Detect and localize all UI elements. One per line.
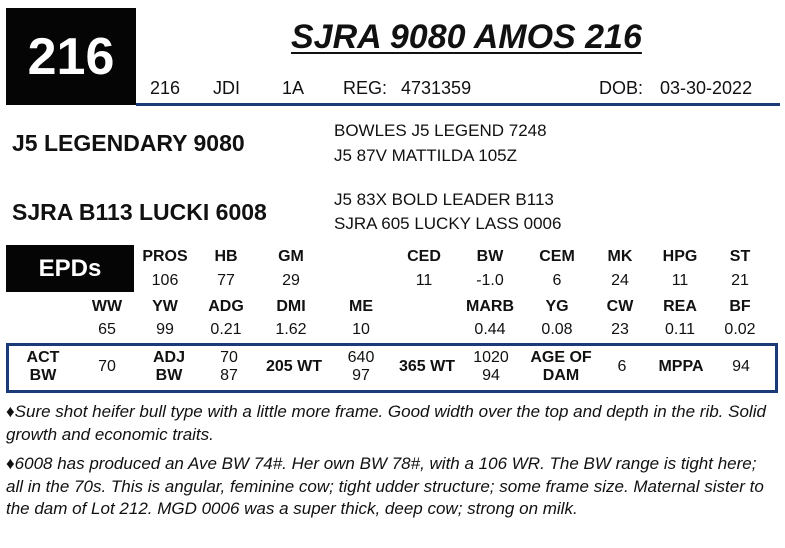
dam-sire-name: J5 83X BOLD LEADER B113 — [334, 190, 554, 209]
epd-header: YG — [545, 298, 569, 315]
act-bw-label — [13, 349, 73, 385]
comment-dam: ♦6008 has produced an Ave BW 74#. Her own BW 78#, with a 106 WR. The BW range is tight here; all in the 70s. This is angular, feminine cow; tight udder structure; some frame size. Maternal sister to the dam of Lot 212. MGD 0006 was a super thick, deep cow; strong on milk. — [6, 454, 764, 518]
act-bw-value: 70 — [98, 358, 116, 375]
class-code: 1A — [282, 78, 305, 98]
dob-value: 03-30-2022 — [660, 78, 753, 98]
dam-name: SJRA B113 LUCKI 6008 — [12, 199, 267, 225]
wt205-value: 640 — [347, 349, 375, 366]
epd-header: MK — [607, 248, 633, 265]
comment-bull: ♦Sure shot heifer bull type with a little more frame. Good width over the top and depth in the rib. Solid growth and economic traits. — [6, 402, 766, 444]
adj-bw-label-line1: ADJ — [152, 349, 185, 366]
adj-bw-ratio: 87 — [220, 367, 238, 384]
adj-bw-value: 70 — [220, 349, 238, 366]
epd-value: 65 — [98, 321, 116, 338]
epd-value: 11 — [415, 272, 433, 289]
adj-bw-label-line2: BW — [155, 367, 183, 384]
sire-name: J5 LEGENDARY 9080 — [12, 130, 245, 156]
epd-header: REA — [663, 298, 697, 315]
act-bw-label-line2: BW — [29, 367, 57, 384]
animal-name: SJRA 9080 AMOS 216 — [291, 18, 642, 56]
epd-header: WW — [91, 298, 123, 315]
epd-value: 0.11 — [665, 321, 695, 338]
reg-number: 4731359 — [401, 78, 472, 98]
wt205-values — [339, 349, 383, 385]
epd-value: 0.08 — [541, 321, 573, 338]
mppa-label: MPPA — [658, 358, 704, 375]
sire-sire-name: BOWLES J5 LEGEND 7248 — [334, 121, 547, 140]
epd-header: CW — [606, 298, 634, 315]
epd-value: 106 — [151, 272, 179, 289]
epds-label: EPDs — [38, 254, 102, 282]
epd-value: 0.21 — [210, 321, 242, 338]
adj-bw-label — [139, 349, 199, 385]
sire-dam-name: J5 87V MATTILDA 105Z — [334, 146, 517, 165]
epd-header: YW — [152, 298, 178, 315]
epd-value: 99 — [156, 321, 174, 338]
lot-number-badge — [6, 8, 136, 105]
epd-header: BW — [476, 248, 504, 265]
age-of-dam-label-line2: DAM — [542, 367, 580, 384]
lot-number: 216 — [27, 27, 115, 86]
epd-header: CEM — [539, 248, 575, 265]
epd-header: PROS — [142, 248, 188, 265]
wt365-values — [469, 349, 513, 385]
dam-dam-name: SJRA 605 LUCKY LASS 0006 — [334, 214, 562, 233]
epd-value: 23 — [611, 321, 629, 338]
epd-header: ST — [729, 248, 751, 265]
epds-label-box — [6, 245, 134, 292]
epd-value: -1.0 — [476, 272, 504, 289]
breeder-code: JDI — [213, 78, 240, 98]
mppa-value: 94 — [732, 358, 750, 375]
age-of-dam-value: 6 — [617, 358, 627, 375]
epd-value: 6 — [552, 272, 562, 289]
epd-header: HB — [214, 248, 238, 265]
adj-bw-values — [207, 349, 251, 385]
header-rule — [136, 103, 780, 106]
epd-header: CED — [407, 248, 441, 265]
age-of-dam-label — [519, 349, 603, 385]
dob-label: DOB: — [599, 78, 644, 98]
wt205-label: 205 WT — [265, 358, 322, 375]
epd-value: 0.44 — [474, 321, 506, 338]
epd-header: ME — [349, 298, 373, 315]
epd-value: 24 — [611, 272, 629, 289]
age-of-dam-label-line1: AGE OF — [530, 349, 592, 366]
act-bw-label-line1: ACT — [26, 349, 60, 366]
epd-header: HPG — [662, 248, 698, 265]
epd-value: 21 — [731, 272, 749, 289]
wt205-ratio: 97 — [352, 367, 370, 384]
wt365-value: 1020 — [473, 349, 509, 366]
epd-header: MARB — [466, 298, 514, 315]
wt365-ratio: 94 — [482, 367, 500, 384]
epd-value: 10 — [352, 321, 370, 338]
epd-value: 1.62 — [275, 321, 307, 338]
epd-value: 29 — [282, 272, 300, 289]
tag-number: 216 — [150, 78, 181, 98]
epd-header: BF — [729, 298, 751, 315]
epd-header: GM — [278, 248, 304, 265]
epd-header: DMI — [276, 298, 306, 315]
wt365-label: 365 WT — [398, 358, 455, 375]
epd-value: 77 — [217, 272, 235, 289]
epd-header: ADG — [208, 298, 244, 315]
epd-value: 0.02 — [724, 321, 756, 338]
performance-box — [6, 343, 778, 393]
epd-value: 11 — [671, 272, 689, 289]
reg-label: REG: — [343, 78, 388, 98]
